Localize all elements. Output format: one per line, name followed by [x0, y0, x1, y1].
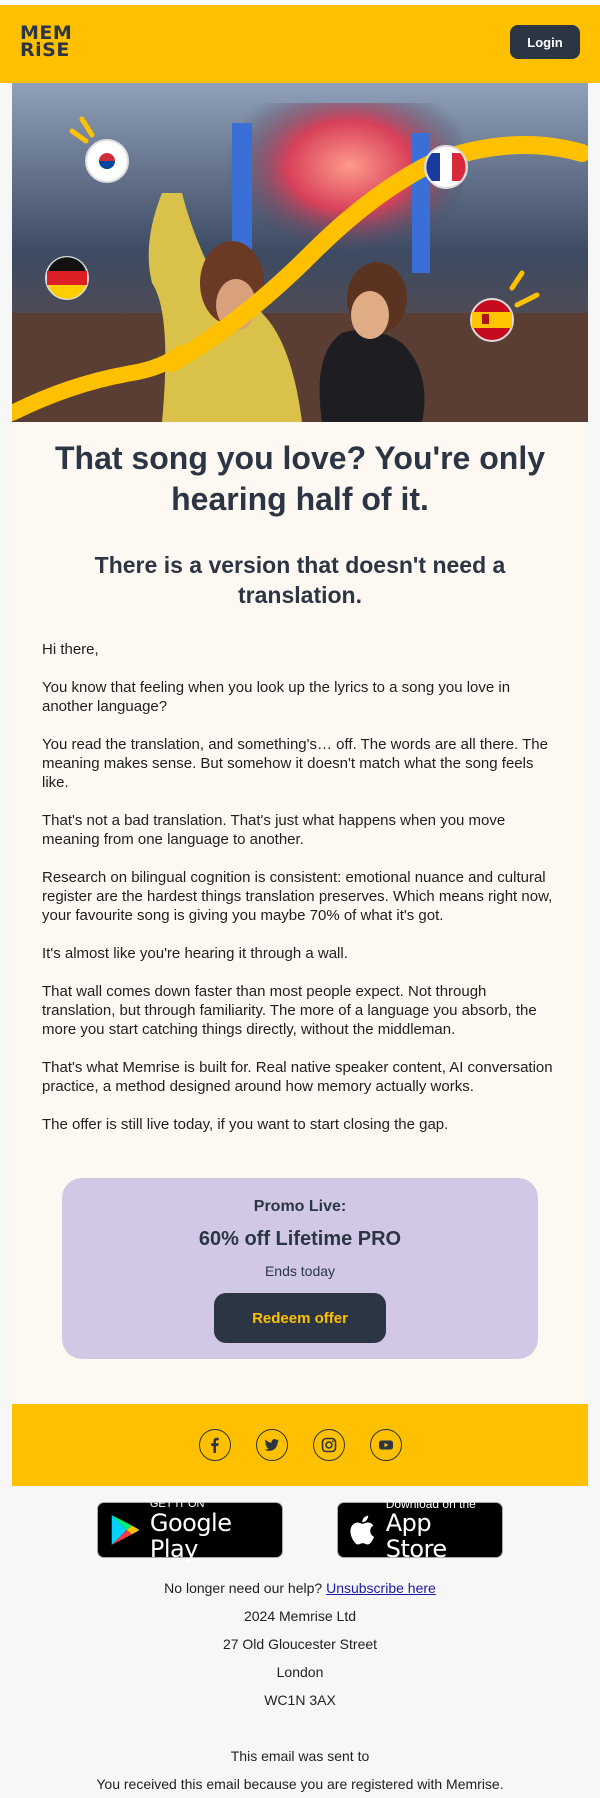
app-store-big-text: App Store — [385, 1509, 447, 1563]
registration-reason: You received this email because you are registered with Memrise. — [96, 1776, 504, 1792]
body-paragraph: You know that feeling when you look up the lyrics to a song you love in another language? — [42, 679, 511, 715]
hero-image — [12, 83, 588, 422]
instagram-icon[interactable] — [313, 1429, 345, 1461]
app-store-badge[interactable] — [337, 1497, 503, 1563]
body-paragraph: Hi there, — [42, 641, 99, 658]
unsubscribe-line — [12, 1574, 588, 1602]
login-button[interactable]: Login — [510, 25, 580, 59]
google-play-big-text: Google Play — [149, 1509, 232, 1563]
address-line: 27 Old Gloucester Street — [222, 1636, 378, 1652]
address-postcode: WC1N 3AX — [264, 1692, 336, 1708]
promo-kicker: Promo Live: — [253, 1198, 347, 1215]
social-bar — [12, 1404, 588, 1486]
memrise-logo[interactable] — [20, 22, 73, 61]
promo-title: 60% off Lifetime PRO — [198, 1228, 402, 1250]
promo-subtitle: Ends today — [264, 1263, 336, 1279]
body-paragraph: The offer is still live today, if you want to start closing the gap. — [42, 1116, 449, 1133]
body-paragraph: You read the translation, and something's… off. The words are all there. The meaning makes sense. But somehow it doesn't match what the song feels like. — [42, 736, 548, 791]
logo-line-1: MEM — [20, 22, 73, 44]
app-store-small-text: Download on the — [385, 1497, 476, 1511]
google-play-small-text: GET IT ON — [149, 1498, 205, 1510]
facebook-icon[interactable] — [199, 1429, 231, 1461]
redeem-offer-button[interactable]: Redeem offer — [214, 1293, 386, 1343]
promo-section — [12, 1153, 588, 1404]
body-paragraph: That's what Memrise is built for. Real native speaker content, AI conversation practice, a method designed around how memory actually works. — [42, 1059, 553, 1095]
body-paragraph: Research on bilingual cognition is consistent: emotional nuance and cultural register are the hardest things translation preserves. Which means right now, your favourite song is giving you maybe 70% of what it's got. — [42, 869, 553, 924]
france-flag-icon — [425, 146, 467, 188]
address-city: London — [276, 1664, 324, 1680]
spain-flag-icon — [471, 299, 513, 341]
unsubscribe-link[interactable]: Unsubscribe here — [326, 1580, 436, 1596]
logo-line-2: RiSE — [20, 39, 70, 61]
app-store-badges — [12, 1497, 588, 1563]
subheadline: There is a version that doesn't need a translation. — [94, 552, 506, 608]
unsubscribe-prefix: No longer need our help? — [164, 1580, 323, 1596]
germany-flag-icon — [46, 257, 88, 299]
concert-illustration — [12, 83, 588, 422]
twitter-icon[interactable] — [256, 1429, 288, 1461]
company-name: 2024 Memrise Ltd — [243, 1608, 357, 1624]
email-card — [12, 83, 588, 1404]
south-korea-flag-icon — [86, 140, 128, 182]
headline: That song you love? You're only hearing half of it. — [54, 440, 546, 517]
apple-icon — [350, 1514, 376, 1546]
promo-card — [62, 1178, 538, 1359]
youtube-icon[interactable] — [370, 1429, 402, 1461]
google-play-icon — [110, 1512, 140, 1548]
body-paragraph: That's not a bad translation. That's just what happens when you move meaning from one language to another. — [42, 812, 506, 848]
google-play-badge[interactable] — [97, 1498, 283, 1563]
header-bar — [0, 5, 600, 83]
body-paragraph: It's almost like you're hearing it through a wall. — [42, 945, 348, 962]
email-body — [12, 610, 588, 1134]
footer — [12, 1486, 588, 1798]
body-paragraph: That wall comes down faster than most people expect. Not through translation, but through familiarity. The more of a language you absorb, the more you start catching things directly, without the middleman. — [42, 983, 537, 1038]
sent-to-line: This email was sent to — [230, 1748, 370, 1764]
